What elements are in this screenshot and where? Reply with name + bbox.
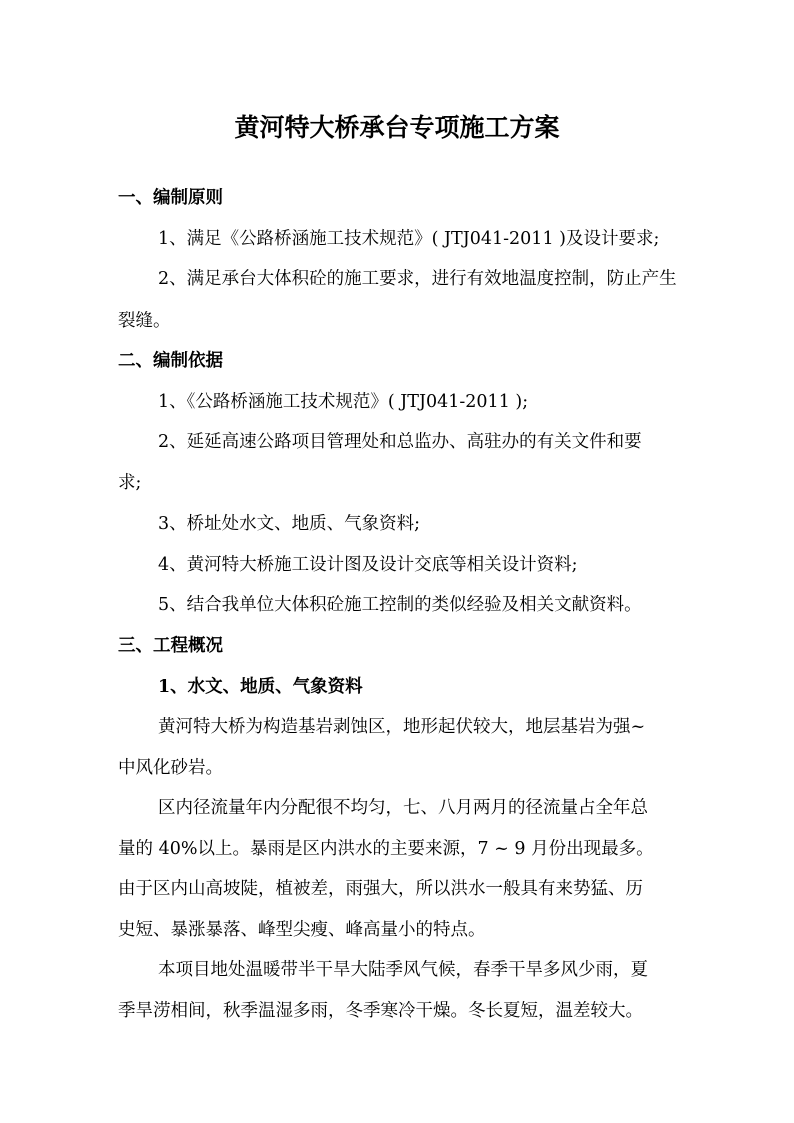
principle-item-2-continued: 裂缝。	[118, 311, 171, 331]
paragraph-line: 区内径流量年内分配很不均匀，七、八月两月的径流量占全年总	[158, 798, 648, 818]
basis-item-1: 1、《公路桥涵施工技术规范》( JTJ041-2011 );	[158, 392, 529, 412]
paragraph-line: 史短、暴涨暴落、峰型尖瘦、峰高量小的特点。	[118, 920, 486, 940]
paragraph-line: 季旱涝相间，秋季温湿多雨，冬季寒冷干燥。冬长夏短，温差较大。	[118, 1001, 643, 1021]
principle-item-2: 2、满足承台大体积砼的施工要求，进行有效地温度控制，防止产生	[158, 269, 677, 289]
section-heading-overview: 三、工程概况	[118, 636, 223, 656]
paragraph-line: 由于区内山高坡陡，植被差，雨强大，所以洪水一般具有来势猛、历	[118, 879, 643, 899]
basis-item-2: 2、延延高速公路项目管理处和总监办、高驻办的有关文件和要	[158, 432, 642, 452]
basis-item-4: 4、黄河特大桥施工设计图及设计交底等相关设计资料;	[158, 555, 578, 575]
section-heading-basis: 二、编制依据	[118, 351, 223, 371]
paragraph-line: 黄河特大桥为构造基岩剥蚀区，地形起伏较大，地层基岩为强~	[158, 717, 646, 737]
basis-item-2-continued: 求;	[118, 473, 142, 493]
basis-item-3: 3、桥址处水文、地质、气象资料;	[158, 514, 421, 534]
principle-item-1: 1、满足《公路桥涵施工技术规范》( JTJ041-2011 )及设计要求;	[158, 229, 660, 249]
paragraph-line: 中风化砂岩。	[118, 758, 223, 778]
paragraph-line: 本项目地处温暖带半干旱大陆季风气候，春季干旱多风少雨，夏	[158, 960, 648, 980]
subheading-hydrology: 1、水文、地质、气象资料	[158, 677, 363, 697]
section-heading-principles: 一、编制原则	[118, 188, 223, 208]
document-title: 黄河特大桥承台专项施工方案	[234, 113, 560, 142]
paragraph-line: 量的 40%以上。暴雨是区内洪水的主要来源，7 ~ 9 月份出现最多。	[118, 839, 654, 859]
basis-item-5: 5、结合我单位大体积砼施工控制的类似经验及相关文献资料。	[158, 595, 642, 615]
